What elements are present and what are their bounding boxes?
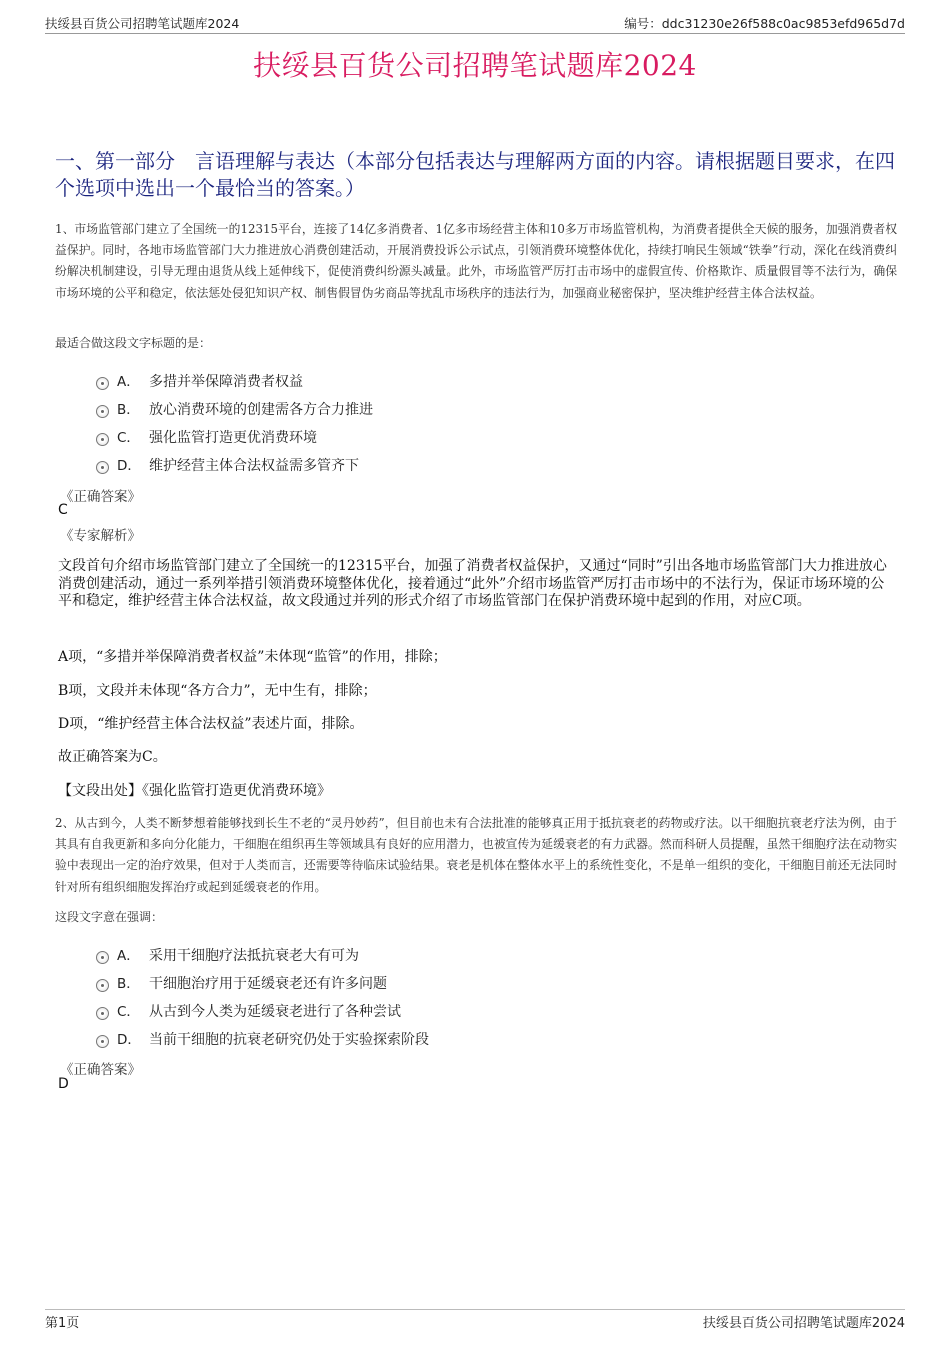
option-c[interactable] — [96, 426, 317, 446]
header-left-text: 扶绥县百货公司招聘笔试题库2024 — [45, 16, 240, 31]
correct-answer: D — [58, 1076, 69, 1092]
option-a[interactable] — [96, 944, 359, 964]
radio-icon[interactable] — [96, 1035, 109, 1048]
analysis-text: 文段首句介绍市场监管部门建立了全国统一的12315平台，加强了消费者权益保护，又通过“同时”引出各地市场监管部门大力推进放心消费创建活动，通过一系列举措引领消费环境整体优化，接着通过“此外”介绍市场监管严厉打击市场中的不法行为，保证市场环境的公平和稳定，维护经营主体合法权益，故文段通过并列的形式介绍了市场监管部门在保护消费环境中起到的作用，对应C项。 — [58, 558, 887, 609]
page-footer — [45, 1312, 905, 1332]
page-title: 扶绥县百货公司招聘笔试题库2024 — [253, 49, 697, 82]
radio-icon[interactable] — [96, 979, 109, 992]
option-key: B． — [117, 402, 140, 418]
option-d[interactable] — [96, 1028, 429, 1048]
option-a[interactable] — [96, 370, 303, 390]
question-2-prompt: 这段文字意在强调： — [55, 910, 164, 924]
option-key: A． — [117, 374, 140, 390]
option-text: 当前干细胞的抗衰老研究仍处于实验探索阶段 — [149, 1032, 429, 1048]
question-1-text: 1、市场监管部门建立了全国统一的12315平台，连接了14亿多消费者、1亿多市场经营主体和10多万市场监管机构，为消费者提供全天候的服务，加强消费者权益保护。同时，各地市场监管部门大力推进放心消费创建活动，开展消费投诉公示试点，引领消费环境整体优化，持续打响民生领域“铁拳”行动，深化在线消费纠纷解决机制建设，引导无理由退货从线上延伸线下，促使消费纠纷源头减量。此外，市场监管严厉打击市场中的虚假宣传、价格欺诈、质量假冒等不法行为，确保市场环境的公平和稳定，依法惩处侵犯知识产权、制售假冒伪劣商品等扰乱市场秩序的违法行为，加强商业秘密保护，坚决维护经营主体合法权益。 — [55, 222, 897, 300]
question-1-prompt: 最适合做这段文字标题的是： — [55, 336, 212, 350]
footer-divider — [45, 1309, 905, 1310]
radio-icon[interactable] — [96, 951, 109, 964]
radio-icon[interactable] — [96, 377, 109, 390]
analysis-note-d: D项，“维护经营主体合法权益”表述片面，排除。 — [58, 716, 364, 732]
footer-title: 扶绥县百货公司招聘笔试题库2024 — [702, 1316, 905, 1331]
radio-icon[interactable] — [96, 433, 109, 446]
correct-answer: C — [58, 502, 68, 518]
option-text: 维护经营主体合法权益需多管齐下 — [149, 458, 359, 474]
radio-icon[interactable] — [96, 1007, 109, 1020]
source-note: 【文段出处】《强化监管打造更优消费环境》 — [58, 783, 331, 799]
section-heading: 一、第一部分 言语理解与表达（本部分包括表达与理解两方面的内容。请根据题目要求，在四个选项中选出一个最恰当的答案。） — [55, 149, 895, 200]
option-text: 放心消费环境的创建需各方合力推进 — [149, 402, 373, 418]
option-key: D． — [117, 1032, 141, 1048]
option-text: 采用干细胞疗法抵抗衰老大有可为 — [149, 948, 359, 964]
header-divider — [45, 33, 905, 34]
header-document-id: 编号：ddc31230e26f588c0ac9853efd965d7d — [624, 16, 905, 31]
option-b[interactable] — [96, 972, 387, 992]
answer-label: 《正确答案》 — [60, 489, 141, 505]
option-text: 多措并举保障消费者权益 — [149, 374, 303, 390]
option-b[interactable] — [96, 398, 373, 418]
option-d[interactable] — [96, 454, 359, 474]
answer-label: 《正确答案》 — [60, 1062, 141, 1078]
analysis-note-a: A项，“多措并举保障消费者权益”未体现“监管”的作用，排除； — [58, 649, 447, 665]
option-key: B． — [117, 976, 140, 992]
question-2-text: 2、从古到今，人类不断梦想着能够找到长生不老的“灵丹妙药”，但目前也未有合法批准的能够真正用于抵抗衰老的药物或疗法。以干细胞抗衰老疗法为例，由于其具有自我更新和多向分化能力，干细胞在组织再生等领域具有良好的应用潜力，也被宣传为延缓衰老的有力武器。然而科研人员提醒，虽然干细胞疗法在动物实验中表现出一定的治疗效果，但对于人类而言，还需要等待临床试验结果。衰老是机体在整体水平上的系统性变化，不是单一组织的变化，干细胞目前还无法同时针对所有组织细胞发挥治疗或起到延缓衰老的作用。 — [55, 816, 897, 894]
option-key: C． — [117, 430, 140, 446]
option-key: A． — [117, 948, 140, 964]
option-text: 从古到今人类为延缓衰老进行了各种尝试 — [149, 1004, 401, 1020]
option-text: 强化监管打造更优消费环境 — [149, 430, 317, 446]
option-text: 干细胞治疗用于延缓衰老还有许多问题 — [149, 976, 387, 992]
analysis-label: 《专家解析》 — [60, 528, 141, 544]
option-c[interactable] — [96, 1000, 401, 1020]
page-header — [45, 14, 905, 34]
option-key: C． — [117, 1004, 140, 1020]
analysis-note-b: B项，文段并未体现“各方合力”，无中生有，排除； — [58, 683, 377, 699]
page-number: 第1页 — [45, 1316, 80, 1331]
radio-icon[interactable] — [96, 405, 109, 418]
radio-icon[interactable] — [96, 461, 109, 474]
option-key: D． — [117, 458, 141, 474]
analysis-conclusion: 故正确答案为C。 — [58, 749, 167, 765]
